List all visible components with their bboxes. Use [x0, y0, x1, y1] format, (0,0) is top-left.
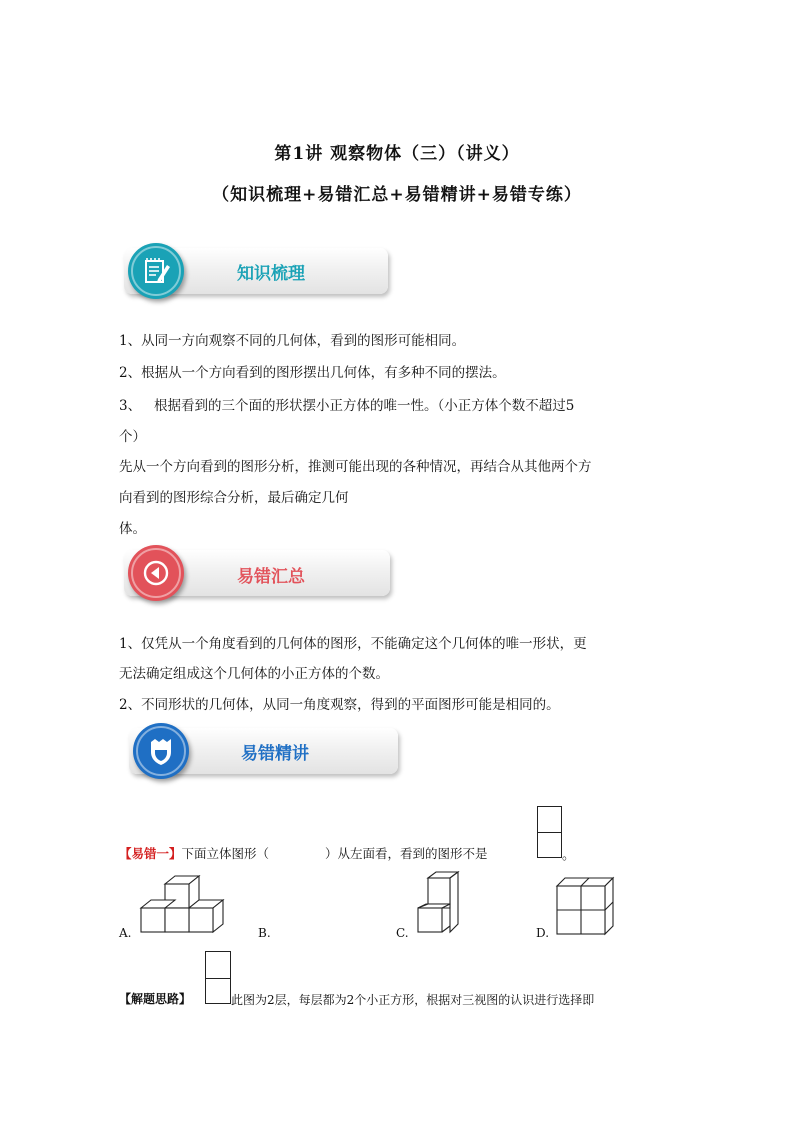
question-text-before: 下面立体图形（ — [181, 846, 270, 861]
option-a-label: A. — [119, 926, 132, 940]
errors-detail-banner-label: 易错精讲 — [241, 744, 309, 764]
page-subtitle: （知识梳理+易错汇总+易错精讲+易错专练） — [212, 185, 582, 205]
knowledge-item: 1、从同一方向观察不同的几何体，看到的图形可能相同。 — [119, 333, 466, 349]
errors-summary-item: 2、不同形状的几何体，从同一角度观察，得到的平面图形可能是相同的。 — [119, 697, 560, 713]
option-d-label: D. — [536, 926, 550, 940]
solution-tag: 【解题思路】 — [119, 992, 192, 1006]
knowledge-item: 向看到的图形综合分析，最后确定几何 — [119, 490, 349, 506]
errors-summary-item: 1、仅凭从一个角度看到的几何体的图形，不能确定这个几何体的唯一形状，更 — [119, 636, 587, 652]
notepad-pen-icon — [128, 243, 184, 299]
knowledge-item: 体。 — [119, 521, 146, 537]
question-tag: 【易错一】 — [119, 846, 182, 861]
shield-icon — [133, 723, 189, 779]
option-c-cube-figure — [414, 870, 464, 938]
errors-summary-banner-label: 易错汇总 — [237, 567, 305, 587]
question-period: 。 — [562, 848, 576, 863]
knowledge-item: 3、 根据看到的三个面的形状摆小正方体的唯一性。（小正方体个数不超过5 — [119, 398, 575, 414]
option-c-label: C. — [396, 926, 409, 940]
option-d-cube-figure — [553, 876, 617, 938]
two-square-view-figure — [537, 806, 562, 858]
option-b-label: B. — [258, 926, 271, 940]
option-a-cube-figure — [137, 874, 229, 938]
knowledge-item: 先从一个方向看到的图形分析，推测可能出现的各种情况，再结合从其他两个方 — [119, 459, 592, 475]
question-line — [119, 844, 488, 862]
errors-summary-item: 无法确定组成这个几何体的小正方体的个数。 — [119, 666, 389, 682]
knowledge-item: 2、根据从一个方向看到的图形摆出几何体，有多种不同的摆法。 — [119, 365, 506, 381]
page-title: 第1讲 观察物体（三）（讲义） — [274, 144, 520, 164]
knowledge-item: 个） — [119, 429, 146, 445]
question-text-after: ）从左面看，看到的图形不是 — [325, 846, 488, 861]
play-left-icon — [128, 545, 184, 601]
solution-text: 此图为2层，每层都为2个小正方形，根据对三视图的认识进行选择即 — [231, 993, 595, 1007]
solution-two-square-figure — [205, 951, 231, 1004]
knowledge-banner-label: 知识梳理 — [237, 264, 305, 284]
